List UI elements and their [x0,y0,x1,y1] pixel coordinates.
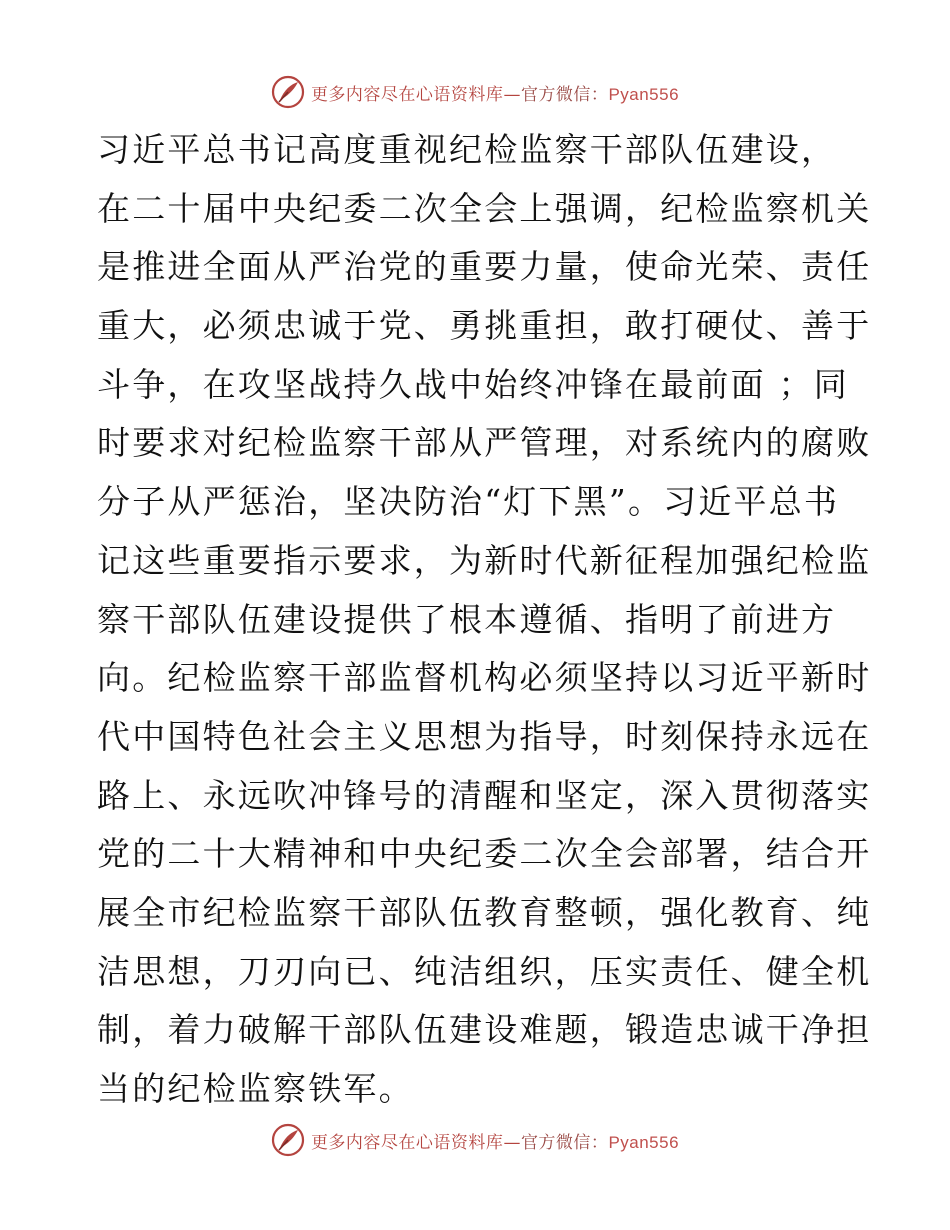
paragraph-line: 时要求对纪检监察干部从严管理，对系统内的腐败 [97,423,872,463]
watermark-official-label: 官方微信： [520,84,609,105]
footer-watermark [0,1120,950,1160]
watermark-brand: 更多内容尽在心语资料库 [310,1132,504,1153]
paragraph-line: 向。纪检监察干部监督机构必须坚持以习近平新时 [97,658,872,698]
paragraph-line: 斗争，在攻坚战持久战中始终冲锋在最前面 ；同 [97,364,849,404]
paragraph-line: 在二十届中央纪委二次全会上强调，纪检监察机关 [97,188,872,228]
paragraph-line: 党的二十大精神和中央纪委二次全会部署，结合开 [97,834,872,874]
watermark-account: Pyan556 [608,1132,680,1152]
watermark-account: Pyan556 [608,84,680,104]
document-paragraph [97,121,872,1119]
watermark-official-label: 官方微信： [520,1132,609,1153]
paragraph-line: 洁思想，刀刃向已、纯洁组织，压实责任、健全机 [97,951,872,991]
paragraph-line: 是推进全面从严治党的重要力量，使命光荣、责任 [97,247,872,287]
paragraph-line: 当的纪检监察铁军。 [97,1069,414,1108]
feather-quill-logo-icon [271,75,305,109]
feather-quill-logo-icon [271,1123,305,1157]
paragraph-line: 展全市纪检监察干部队伍教育整顿，强化教育、纯 [97,892,872,932]
paragraph-line: 习近平总书记高度重视纪检监察干部队伍建设， [97,130,837,169]
header-watermark [0,72,950,112]
paragraph-line: 记这些重要指示要求，为新时代新征程加强纪检监 [97,540,872,580]
watermark-text [311,80,679,105]
paragraph-line: 分子从严惩治，坚决防治“灯下黑”。习近平总书 [97,482,840,522]
watermark-text [311,1128,679,1153]
watermark-separator: — [503,84,521,105]
paragraph-line: 重大，必须忠诚于党、勇挑重担，敢打硬仗、善于 [97,306,872,346]
paragraph-line: 路上、永远吹冲锋号的清醒和坚定，深入贯彻落实 [97,775,872,815]
paragraph-line: 制，着力破解干部队伍建设难题，锻造忠诚干净担 [97,1010,872,1050]
watermark-separator: — [503,1132,521,1153]
paragraph-line: 代中国特色社会主义思想为指导，时刻保持永远在 [97,716,872,756]
paragraph-line: 察干部队伍建设提供了根本遵循、指明了前进方 [97,599,837,639]
watermark-brand: 更多内容尽在心语资料库 [310,84,504,105]
